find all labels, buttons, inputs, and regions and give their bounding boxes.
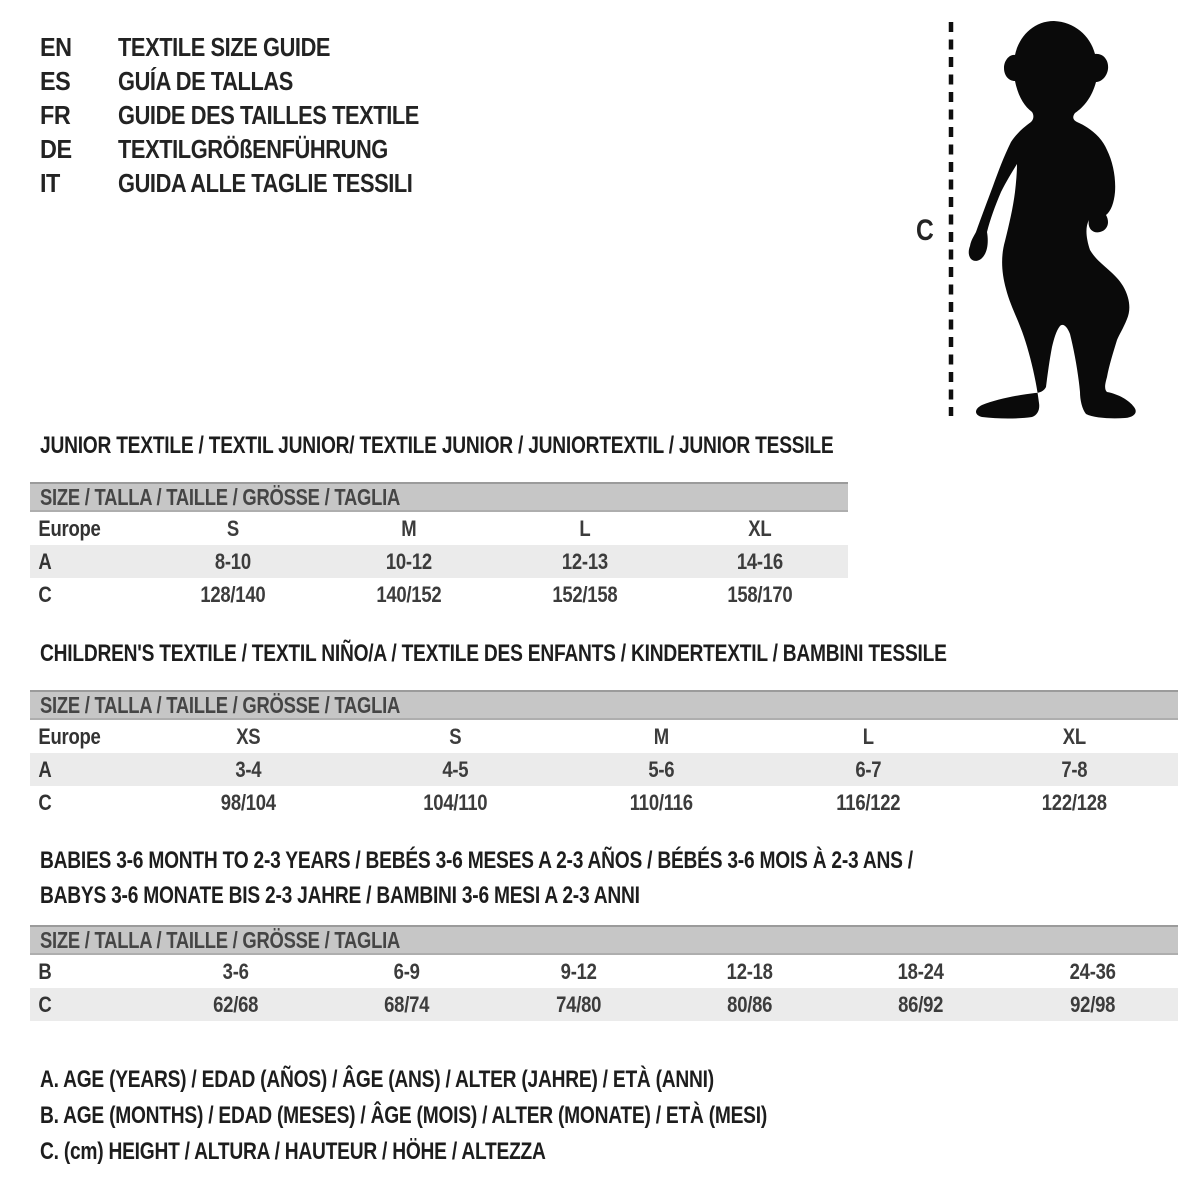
table-row-age bbox=[30, 545, 848, 578]
age-value: 8-10 bbox=[214, 549, 251, 574]
height-value: 86/92 bbox=[898, 992, 944, 1017]
size-column-header: XL bbox=[1063, 724, 1087, 749]
babies-size-table bbox=[30, 925, 1178, 1021]
size-column-header: S bbox=[226, 516, 239, 541]
language-row-en bbox=[40, 30, 476, 64]
height-measure-label: C bbox=[916, 214, 934, 247]
language-code: FR bbox=[40, 99, 71, 130]
height-value: 92/98 bbox=[1069, 992, 1115, 1017]
size-header-bar bbox=[30, 482, 848, 512]
height-value: 80/86 bbox=[727, 992, 773, 1017]
legend-age-years: A. AGE (YEARS) / EDAD (AÑOS) / ÂGE (ANS) / ALTER (JAHRE) / ETÀ (ANNI) bbox=[40, 1066, 714, 1093]
height-value: 68/74 bbox=[384, 992, 430, 1017]
babies-section-title bbox=[40, 843, 913, 913]
age-value: 10-12 bbox=[385, 549, 432, 574]
size-header-bar bbox=[30, 690, 1178, 720]
months-value: 12-18 bbox=[726, 959, 773, 984]
size-column-header: M bbox=[653, 724, 670, 749]
table-row-height bbox=[30, 988, 1178, 1021]
junior-size-table bbox=[30, 482, 848, 611]
children-section-title: CHILDREN'S TEXTILE / TEXTIL NIÑO/A / TEXTILE DES ENFANTS / KINDERTEXTIL / BAMBINI TESSILE bbox=[40, 640, 947, 667]
language-row-de bbox=[40, 132, 476, 166]
height-value: 98/104 bbox=[220, 790, 276, 815]
size-header-text: SIZE / TALLA / TAILLE / GRÖSSE / TAGLIA bbox=[40, 484, 400, 510]
size-column-header: M bbox=[401, 516, 417, 541]
guide-title: GUIDA ALLE TAGLIE TESSILI bbox=[118, 167, 413, 198]
months-value: 18-24 bbox=[897, 959, 944, 984]
months-value: 3-6 bbox=[222, 959, 249, 984]
babies-title-line2: BABYS 3-6 MONATE BIS 2-3 JAHRE / BAMBINI 3-6 MESI A 2-3 ANNI bbox=[40, 882, 640, 909]
size-header-text: SIZE / TALLA / TAILLE / GRÖSSE / TAGLIA bbox=[40, 692, 400, 718]
legend-height-cm: C. (cm) HEIGHT / ALTURA / HAUTEUR / HÖHE / ALTEZZA bbox=[40, 1138, 546, 1165]
age-value: 4-5 bbox=[441, 757, 468, 782]
children-size-table bbox=[30, 690, 1178, 819]
row-label: A bbox=[38, 757, 52, 782]
height-value: 110/116 bbox=[629, 790, 693, 815]
height-value: 158/170 bbox=[727, 582, 793, 607]
age-value: 6-7 bbox=[855, 757, 882, 782]
height-value: 62/68 bbox=[213, 992, 259, 1017]
guide-title: TEXTILE SIZE GUIDE bbox=[118, 31, 331, 62]
row-label: C bbox=[38, 992, 52, 1017]
size-column-header: L bbox=[862, 724, 874, 749]
junior-section-title: JUNIOR TEXTILE / TEXTIL JUNIOR/ TEXTILE JUNIOR / JUNIORTEXTIL / JUNIOR TESSILE bbox=[40, 432, 834, 459]
size-header-text: SIZE / TALLA / TAILLE / GRÖSSE / TAGLIA bbox=[40, 927, 400, 953]
language-list bbox=[40, 30, 476, 200]
table-row-height bbox=[30, 786, 1178, 819]
table-header-row bbox=[30, 512, 848, 545]
baby-silhouette bbox=[969, 21, 1136, 419]
legend-age-months: B. AGE (MONTHS) / EDAD (MESES) / ÂGE (MOIS) / ALTER (MONATE) / ETÀ (MESI) bbox=[40, 1102, 767, 1129]
size-column-header: S bbox=[448, 724, 461, 749]
size-header-bar bbox=[30, 925, 1178, 955]
height-value: 104/110 bbox=[422, 790, 487, 815]
table-row-age bbox=[30, 753, 1178, 786]
age-value: 14-16 bbox=[737, 549, 784, 574]
guide-title: GUÍA DE TALLAS bbox=[118, 65, 293, 96]
table-row-height bbox=[30, 578, 848, 611]
age-value: 7-8 bbox=[1061, 757, 1088, 782]
row-label: A bbox=[38, 549, 52, 574]
guide-title: TEXTILGRÖßENFÜHRUNG bbox=[118, 133, 388, 164]
size-column-header: L bbox=[578, 516, 590, 541]
legend bbox=[40, 1062, 949, 1170]
height-value: 152/158 bbox=[551, 582, 617, 607]
age-value: 5-6 bbox=[648, 757, 675, 782]
size-column-header: XS bbox=[236, 724, 261, 749]
baby-silhouette-icon bbox=[940, 14, 1140, 420]
guide-title: GUIDE DES TAILLES TEXTILE bbox=[118, 99, 419, 130]
region-label: Europe bbox=[38, 516, 101, 541]
height-value: 122/128 bbox=[1042, 790, 1108, 815]
size-column-header: XL bbox=[748, 516, 772, 541]
months-value: 24-36 bbox=[1069, 959, 1116, 984]
babies-title-line1: BABIES 3-6 MONTH TO 2-3 YEARS / BEBÉS 3-6 MESES A 2-3 AÑOS / BÉBÉS 3-6 MOIS À 2-3 ANS / bbox=[40, 847, 913, 874]
language-code: DE bbox=[40, 133, 72, 164]
age-value: 12-13 bbox=[561, 549, 608, 574]
language-code: IT bbox=[40, 167, 60, 198]
height-value: 74/80 bbox=[555, 992, 601, 1017]
row-label: C bbox=[38, 790, 52, 815]
language-row-it bbox=[40, 166, 476, 200]
table-header-row bbox=[30, 720, 1178, 753]
months-value: 9-12 bbox=[560, 959, 597, 984]
row-label: C bbox=[38, 582, 52, 607]
height-value: 116/122 bbox=[836, 790, 901, 815]
months-value: 6-9 bbox=[394, 959, 420, 984]
language-code: EN bbox=[40, 31, 72, 62]
row-label: B bbox=[38, 959, 52, 984]
height-value: 140/152 bbox=[376, 582, 442, 607]
language-row-fr bbox=[40, 98, 476, 132]
region-label: Europe bbox=[38, 724, 101, 749]
age-value: 3-4 bbox=[235, 757, 262, 782]
language-code: ES bbox=[40, 65, 71, 96]
height-value: 128/140 bbox=[200, 582, 266, 607]
language-row-es bbox=[40, 64, 476, 98]
table-row-months bbox=[30, 955, 1178, 988]
